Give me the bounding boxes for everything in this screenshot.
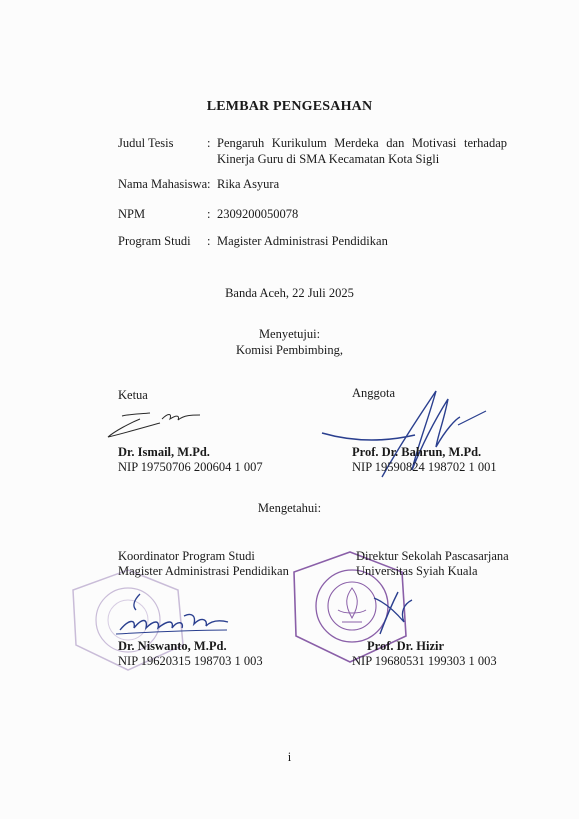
koordinator-signature xyxy=(112,590,232,640)
anggota-name: Prof. Dr. Bahrun, M.Pd. xyxy=(352,445,482,459)
ketua-name: Dr. Ismail, M.Pd. xyxy=(118,445,210,459)
ketua-role: Ketua xyxy=(118,388,148,402)
page-number: i xyxy=(287,750,292,764)
direktur-nip: NIP 19680531 199303 1 003 xyxy=(352,654,497,668)
place-date: Banda Aceh, 22 Juli 2025 xyxy=(225,286,354,300)
koordinator-nip: NIP 19620315 198703 1 003 xyxy=(118,654,263,668)
page-title: LEMBAR PENGESAHAN xyxy=(206,99,373,114)
acknowledge-heading: Mengetahui: xyxy=(257,501,322,515)
field-label-judul: Judul Tesis xyxy=(118,136,174,150)
field-value-nama: Rika Asyura xyxy=(217,177,280,191)
field-sep-nama: : xyxy=(207,177,211,191)
direktur-role-line1: Direktur Sekolah Pascasarjana xyxy=(356,549,509,563)
field-sep-prodi: : xyxy=(207,234,211,248)
field-value-prodi: Magister Administrasi Pendidikan xyxy=(217,234,388,248)
ketua-nip: NIP 19750706 200604 1 007 xyxy=(118,460,263,474)
field-sep-npm: : xyxy=(207,207,211,221)
anggota-nip: NIP 19590824 198702 1 001 xyxy=(352,460,497,474)
koordinator-role-line2: Magister Administrasi Pendidikan xyxy=(118,564,289,578)
field-value-judul-line2: Kinerja Guru di SMA Kecamatan Kota Sigli xyxy=(217,152,440,166)
koordinator-name: Dr. Niswanto, M.Pd. xyxy=(118,639,227,653)
koordinator-role-line1: Koordinator Program Studi xyxy=(118,549,255,563)
ketua-signature xyxy=(100,405,210,445)
approve-subheading: Komisi Pembimbing, xyxy=(236,343,343,357)
field-value-npm: 2309200050078 xyxy=(217,207,299,221)
field-value-judul-line1: Pengaruh Kurikulum Merdeka dan Motivasi terhadap xyxy=(217,136,507,150)
field-sep-judul: : xyxy=(207,136,211,150)
direktur-signature xyxy=(360,588,420,638)
field-label-npm: NPM xyxy=(118,207,146,221)
direktur-role-line2: Universitas Syiah Kuala xyxy=(356,564,478,578)
direktur-name: Prof. Dr. Hizir xyxy=(367,639,445,653)
approve-heading: Menyetujui: xyxy=(258,327,321,341)
anggota-role: Anggota xyxy=(352,386,396,400)
field-label-nama: Nama Mahasiswa xyxy=(118,177,208,191)
field-label-prodi: Program Studi xyxy=(118,234,191,248)
